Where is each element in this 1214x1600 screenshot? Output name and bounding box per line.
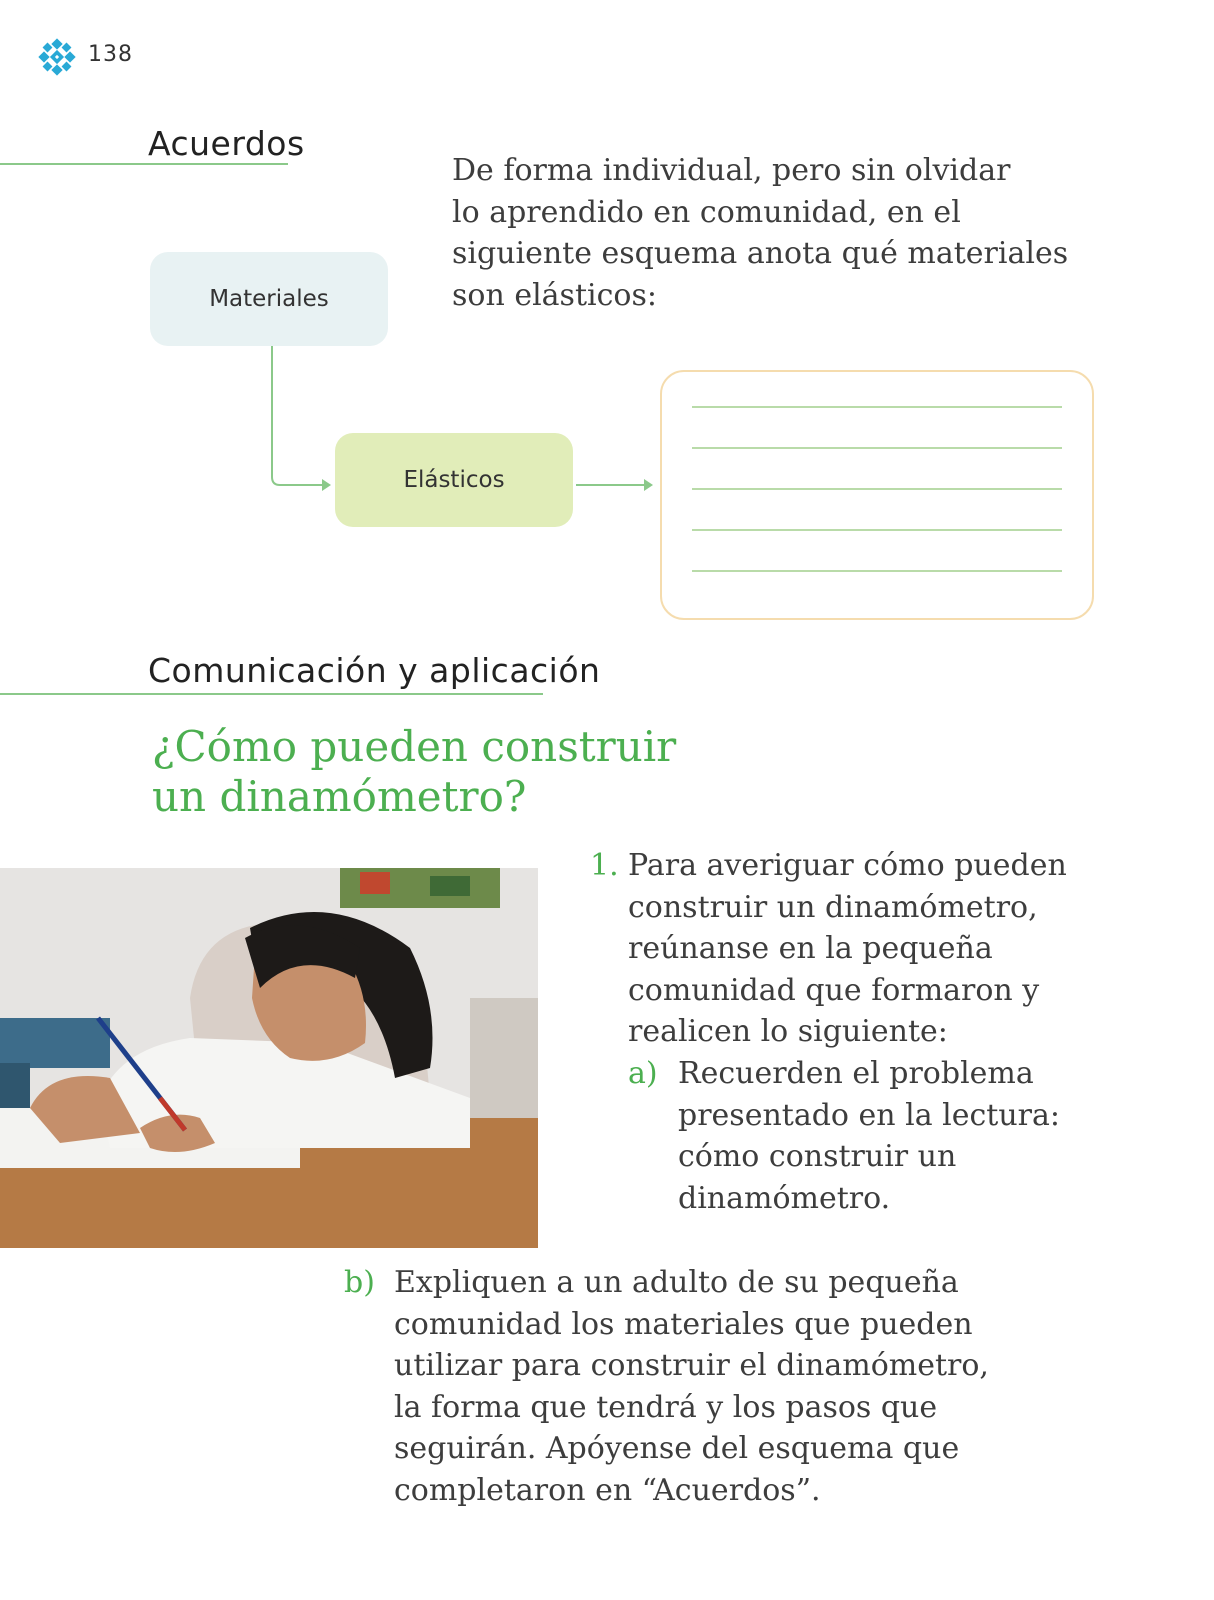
list-item-1: [628, 845, 1067, 1053]
item-line: Expliquen a un adulto de su pequeña: [394, 1265, 959, 1300]
list-item-a: [678, 1053, 1060, 1219]
item-line: Para averiguar cómo pueden: [628, 848, 1067, 883]
item-line: Recuerden el problema: [678, 1056, 1034, 1091]
diagram-box-label: Materiales: [209, 286, 329, 312]
writing-line[interactable]: [692, 529, 1062, 531]
connector-line: [272, 346, 322, 485]
list-marker-a: [628, 1053, 658, 1095]
list-marker: a): [628, 1056, 658, 1091]
list-marker-b: [344, 1262, 375, 1304]
item-line: seguirán. Apóyense del esquema que: [394, 1431, 960, 1466]
arrowhead-icon: [644, 479, 653, 491]
section-rule: [0, 693, 543, 695]
page-number: 138: [88, 42, 133, 67]
item-line: dinamómetro.: [678, 1180, 891, 1216]
instruction-line: De forma individual, pero sin olvidar: [452, 153, 1011, 188]
instruction-line: lo aprendido en comunidad, en el: [452, 194, 961, 230]
writing-line[interactable]: [692, 406, 1062, 408]
question-line: un dinamómetro?: [152, 772, 527, 821]
answer-box[interactable]: [660, 370, 1094, 620]
list-item-b: [394, 1262, 989, 1511]
item-line: construir un dinamómetro,: [628, 889, 1038, 925]
item-line: realicen lo siguiente:: [628, 1014, 948, 1049]
item-line: presentado en la lectura:: [678, 1097, 1061, 1133]
writing-line[interactable]: [692, 570, 1062, 572]
writing-line[interactable]: [692, 447, 1062, 449]
item-line: comunidad que formaron y: [628, 972, 1040, 1008]
writing-line[interactable]: [692, 488, 1062, 490]
arrowhead-icon: [322, 479, 331, 491]
list-marker: 1.: [590, 848, 619, 883]
list-marker: b): [344, 1265, 375, 1300]
diagram-box-elasticos: [335, 433, 573, 527]
instruction-line: son elásticos:: [452, 277, 657, 313]
question-heading: [152, 722, 676, 822]
diagram-box-label: Elásticos: [403, 467, 505, 493]
item-line: la forma que tendrá y los pasos que: [394, 1389, 938, 1425]
item-line: completaron en “Acuerdos”.: [394, 1472, 821, 1508]
item-line: reúnanse en la pequeña: [628, 931, 993, 966]
section-title-comunicacion: Comunicación y aplicación: [148, 651, 601, 690]
instruction-line: siguiente esquema anota qué materiales: [452, 236, 1069, 271]
list-marker-1: [590, 845, 619, 887]
photo-girl-writing: [0, 868, 538, 1248]
question-line: ¿Cómo pueden construir: [152, 722, 677, 771]
item-line: cómo construir un: [678, 1139, 957, 1174]
item-line: utilizar para construir el dinamómetro,: [394, 1348, 989, 1383]
section-title-acuerdos: Acuerdos: [148, 124, 305, 163]
item-line: comunidad los materiales que pueden: [394, 1306, 973, 1342]
